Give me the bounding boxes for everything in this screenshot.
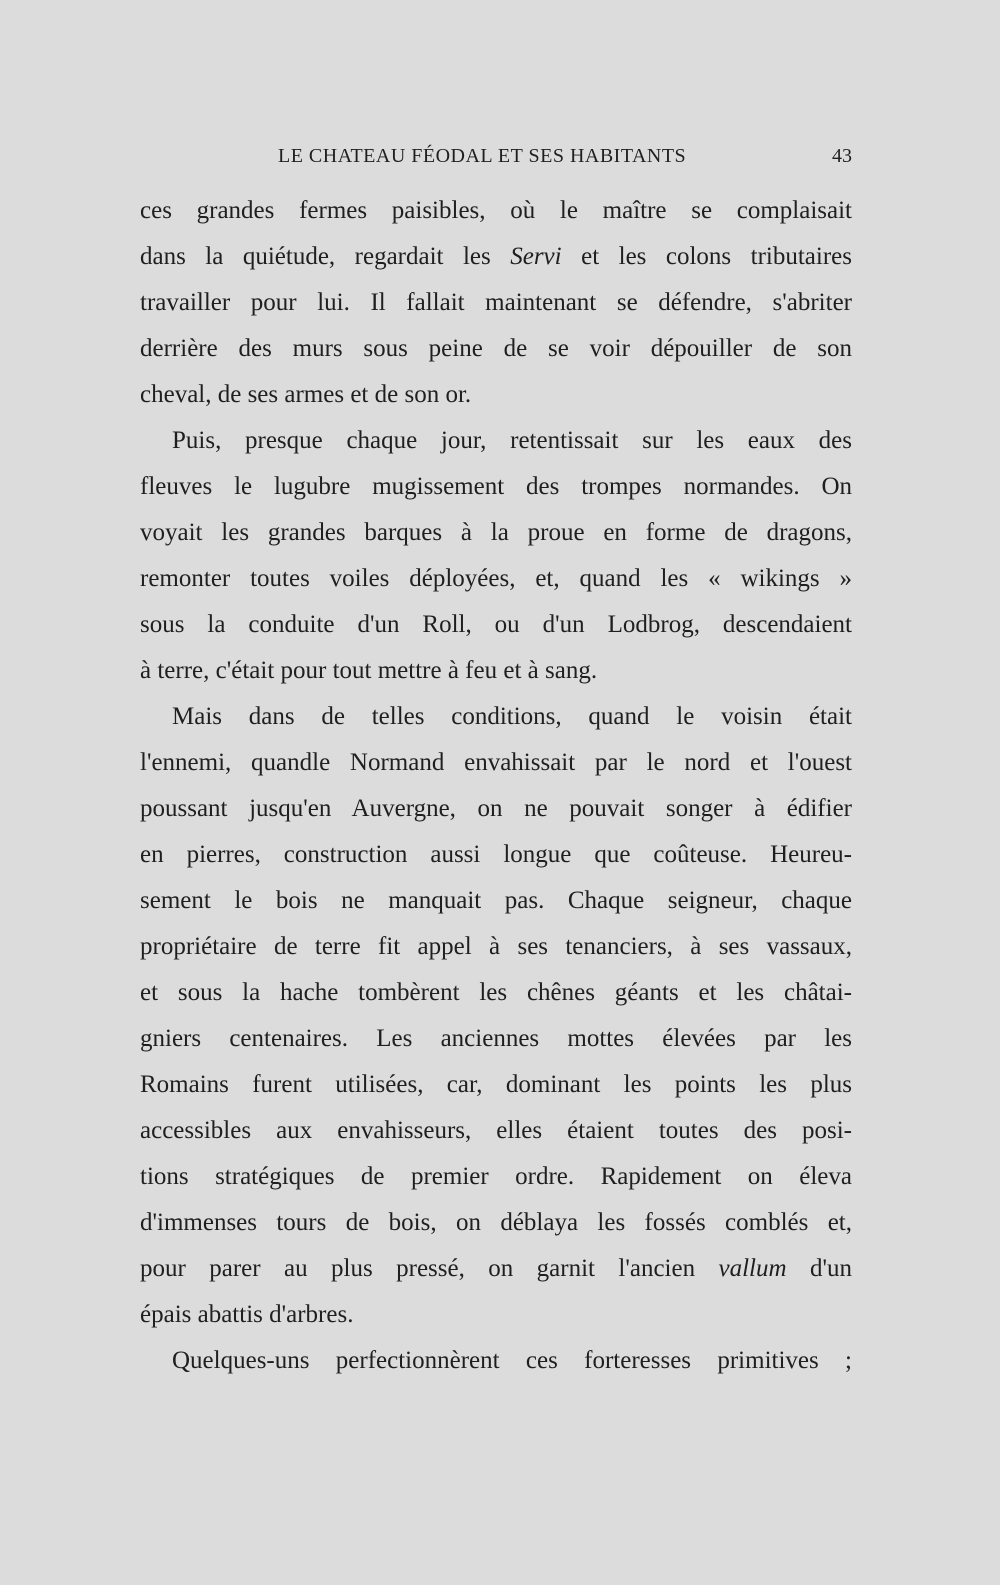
body-text	[140, 188, 852, 1384]
text-run: sous la conduite d'un Roll, ou d'un Lodbrog, descendaient	[140, 611, 852, 638]
text-line	[140, 1246, 852, 1292]
text-run: d'un	[786, 1255, 852, 1282]
text-line	[140, 418, 852, 464]
text-line	[140, 924, 852, 970]
page-number: 43	[832, 145, 852, 167]
text-line	[140, 740, 852, 786]
text-line	[140, 1292, 852, 1338]
text-line	[140, 970, 852, 1016]
text-run: sement le bois ne manquait pas. Chaque seigneur, chaque	[140, 887, 852, 914]
italic-run: Servi	[510, 243, 562, 270]
text-run: accessibles aux envahisseurs, elles étaient toutes des posi-	[140, 1117, 852, 1144]
text-line	[140, 188, 852, 234]
text-run: tions stratégiques de premier ordre. Rapidement on éleva	[140, 1163, 852, 1190]
text-run: pour parer au plus pressé, on garnit l'ancien	[140, 1255, 719, 1282]
text-line	[140, 372, 852, 418]
text-run: derrière des murs sous peine de se voir dépouiller de son	[140, 335, 852, 362]
text-line	[140, 464, 852, 510]
text-run: Mais dans de telles conditions, quand le voisin était	[172, 703, 852, 730]
text-run: l'ennemi, quandle Normand envahissait par le nord et l'ouest	[140, 749, 852, 776]
text-run: et sous la hache tombèrent les chênes géants et les châtai-	[140, 979, 852, 1006]
text-line	[140, 602, 852, 648]
italic-run: vallum	[718, 1255, 787, 1282]
text-run: gniers centenaires. Les anciennes mottes élevées par les	[140, 1025, 852, 1052]
text-line	[140, 1338, 852, 1384]
running-head	[140, 145, 852, 175]
text-line	[140, 556, 852, 602]
text-run: voyait les grandes barques à la proue en forme de dragons,	[140, 519, 852, 546]
text-line	[140, 648, 852, 694]
text-run: et les colons tributaires	[561, 243, 852, 270]
text-line	[140, 786, 852, 832]
text-run: ces grandes fermes paisibles, où le maître se complaisait	[140, 197, 852, 224]
text-run: propriétaire de terre fit appel à ses tenanciers, à ses vassaux,	[140, 933, 852, 960]
text-line	[140, 1062, 852, 1108]
text-line	[140, 1108, 852, 1154]
text-run: cheval, de ses armes et de son or.	[140, 381, 472, 408]
text-run: Romains furent utilisées, car, dominant les points les plus	[140, 1071, 852, 1098]
text-run: à terre, c'était pour tout mettre à feu et à sang.	[140, 657, 598, 684]
text-run: dans la quiétude, regardait les	[140, 243, 511, 270]
text-run: épais abattis d'arbres.	[140, 1301, 354, 1328]
text-line	[140, 510, 852, 556]
text-run: travailler pour lui. Il fallait maintenant se défendre, s'abriter	[140, 289, 852, 316]
text-line	[140, 694, 852, 740]
text-run: remonter toutes voiles déployées, et, quand les « wikings »	[140, 565, 852, 592]
text-run: Puis, presque chaque jour, retentissait sur les eaux des	[172, 427, 852, 454]
text-run: en pierres, construction aussi longue que coûteuse. Heureu-	[140, 841, 852, 868]
running-head-title: LE CHATEAU FÉODAL ET SES HABITANTS	[278, 145, 687, 167]
text-line	[140, 280, 852, 326]
text-line	[140, 832, 852, 878]
text-run: Quelques-uns perfectionnèrent ces forteresses primitives ;	[172, 1347, 852, 1374]
text-line	[140, 878, 852, 924]
text-line	[140, 1016, 852, 1062]
text-line	[140, 326, 852, 372]
text-line	[140, 234, 852, 280]
text-line	[140, 1200, 852, 1246]
text-run: poussant jusqu'en Auvergne, on ne pouvait songer à édifier	[140, 795, 852, 822]
text-run: fleuves le lugubre mugissement des trompes normandes. On	[140, 473, 852, 500]
text-run: d'immenses tours de bois, on déblaya les fossés comblés et,	[140, 1209, 852, 1236]
text-line	[140, 1154, 852, 1200]
